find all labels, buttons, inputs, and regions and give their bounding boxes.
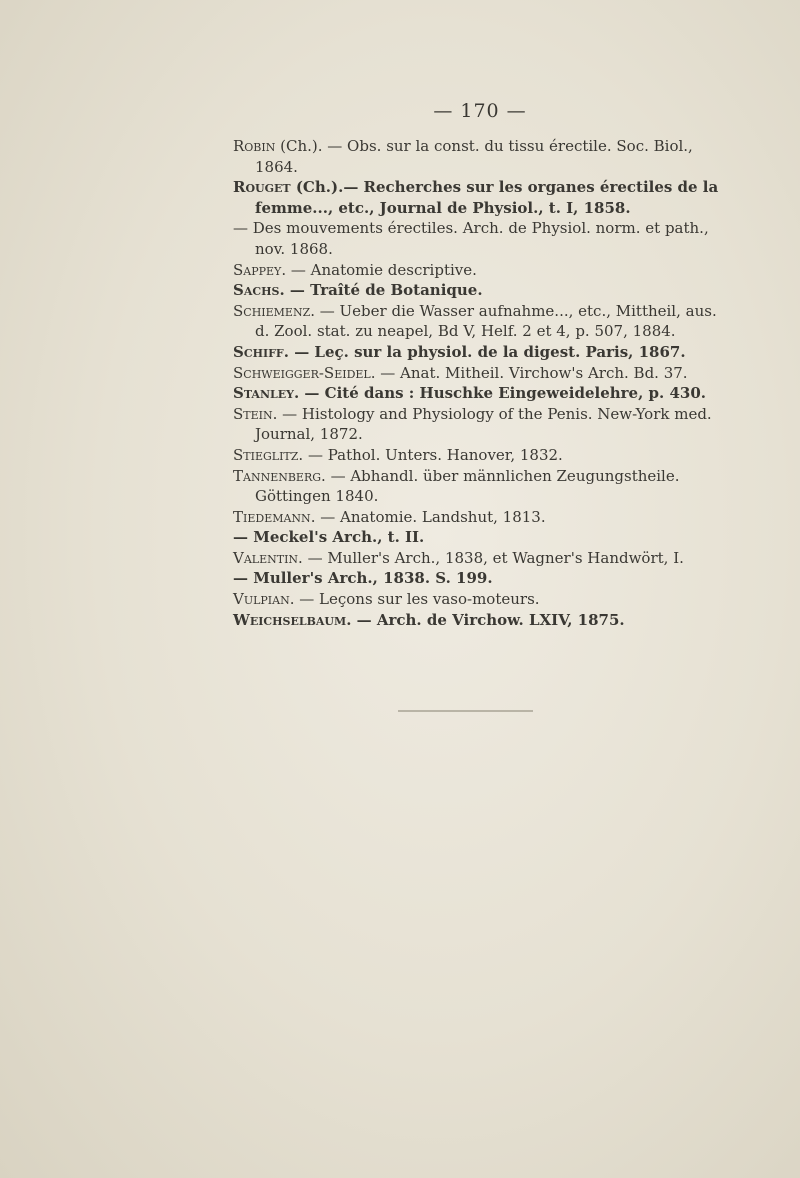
reference-text: . — Abhandl. über männlichen Zeugungstheile. Göttingen 1840.: [255, 466, 680, 506]
reference-entry: [233, 342, 723, 363]
reference-author: Rouget: [233, 178, 291, 197]
reference-entry: [233, 177, 723, 218]
reference-author: Sappey: [233, 260, 282, 279]
reference-text: . — Traîté de Botanique.: [279, 281, 483, 300]
reference-text: . — Anatomie descriptive.: [281, 260, 477, 279]
reference-text: . — Arch. de Virchow. LXIV, 1875.: [346, 610, 625, 629]
reference-entry: [233, 507, 723, 528]
reference-text: . — Anatomie. Landshut, 1813.: [310, 507, 546, 526]
reference-entry: [233, 527, 723, 548]
reference-text: . — Ueber die Wasser aufnahme..., etc., Mittheil, aus. d. Zool. stat. zu neapel, Bd V, Helf. 2 et 4, p. 507, 1884.: [255, 301, 717, 341]
reference-entry: [233, 136, 723, 177]
divider-rule: [398, 710, 533, 712]
reference-text: — Des mouvements érectiles. Arch. de Physiol. norm. et path., nov. 1868.: [233, 219, 709, 258]
reference-entry: [233, 301, 723, 342]
reference-text: — Muller's Arch., 1838. S. 199.: [233, 569, 493, 588]
bibliography-list: [233, 136, 723, 630]
reference-entry: [233, 218, 723, 259]
reference-author: Tannenberg: [233, 466, 322, 485]
reference-text: . — Anat. Mitheil. Virchow's Arch. Bd. 37.: [370, 363, 688, 382]
reference-text: . — Histology and Physiology of the Penis. New-York med. Journal, 1872.: [255, 404, 712, 444]
page-number: — 170 —: [433, 100, 527, 122]
reference-entry: [233, 466, 723, 507]
reference-entry: [233, 445, 723, 466]
reference-author: Robin: [233, 137, 276, 155]
reference-entry: [233, 383, 723, 404]
reference-author: Stieglitz: [233, 445, 299, 464]
reference-author: Schiff: [233, 342, 284, 361]
reference-author: Sachs: [233, 281, 280, 300]
reference-author: Weichselbaum: [233, 610, 347, 629]
reference-text: (Ch.).— Recherches sur les organes érectiles de la femme..., etc., Journal de Physiol., t. I, 1858.: [255, 178, 719, 217]
reference-text: — Meckel's Arch., t. II.: [233, 528, 425, 547]
reference-author: Schweigger-Seidel: [233, 363, 371, 382]
reference-entry: [233, 260, 723, 281]
reference-entry: [233, 280, 723, 301]
reference-author: Schiemenz: [233, 301, 311, 320]
reference-author: Stein: [233, 404, 273, 423]
reference-author: Vulpian: [233, 590, 290, 609]
reference-author: Stanley: [233, 384, 294, 403]
reference-text: . — Leçons sur les vaso-moteurs.: [289, 590, 540, 609]
reference-text: (Ch.). — Obs. sur la const. du tissu érectile. Soc. Biol., 1864.: [255, 137, 693, 176]
reference-text: . — Muller's Arch., 1838, et Wagner's Handwört, I.: [298, 548, 684, 567]
reference-entry: [233, 589, 723, 610]
reference-entry: [233, 568, 723, 589]
reference-entry: [233, 548, 723, 569]
reference-text: . — Cité dans : Huschke Eingeweidelehre, p. 430.: [293, 384, 707, 403]
reference-entry: [233, 404, 723, 445]
reference-author: Valentin: [233, 548, 299, 567]
reference-entry: [233, 363, 723, 384]
reference-entry: [233, 610, 723, 631]
reference-text: . — Leç. sur la physiol. de la digest. Paris, 1867.: [283, 342, 686, 361]
reference-text: . — Pathol. Unters. Hanover, 1832.: [298, 445, 563, 464]
reference-author: Tiedemann: [233, 507, 311, 526]
